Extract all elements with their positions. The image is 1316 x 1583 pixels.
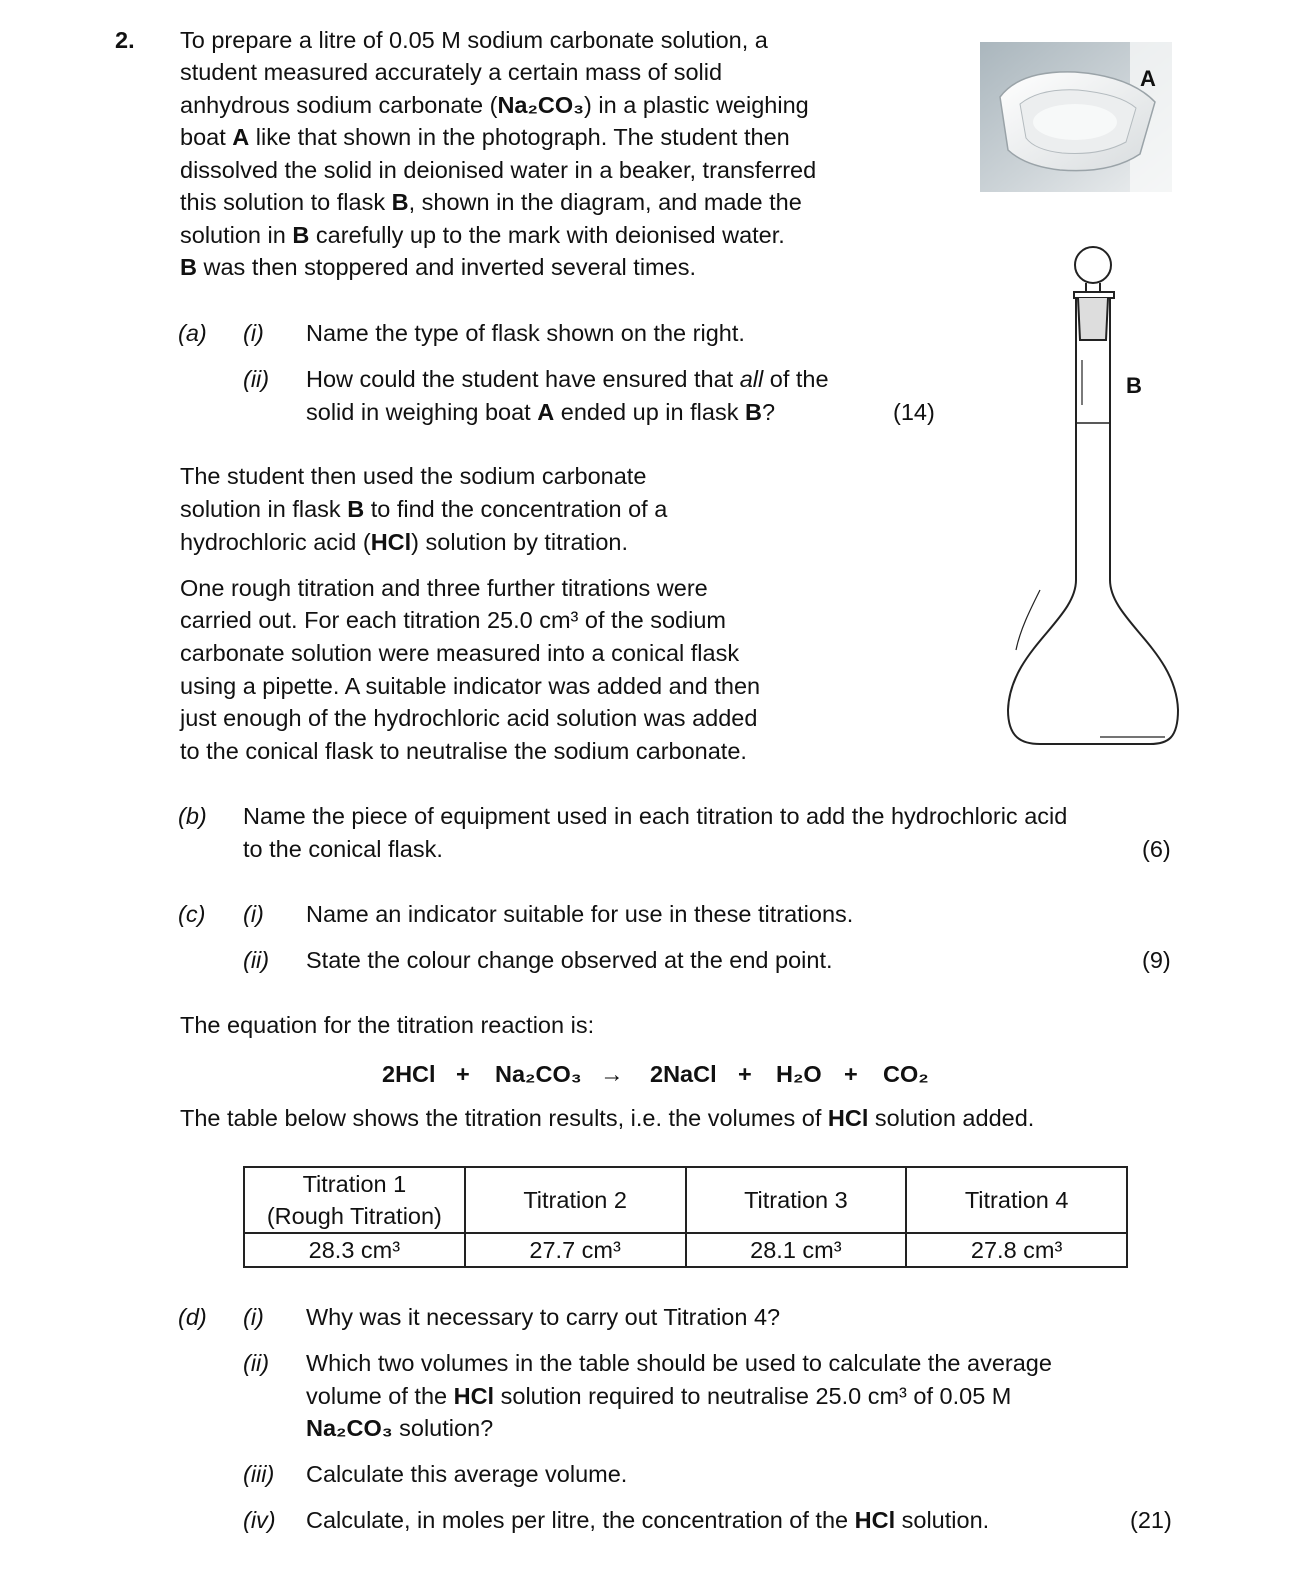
label-b: B	[1126, 373, 1142, 398]
part-d-ii-line: Which two volumes in the table should be used to calculate the average	[306, 1350, 1052, 1376]
table-cell: 28.3 cm³	[244, 1233, 465, 1267]
part-b-line: Name the piece of equipment used in each titration to add the hydrochloric acid	[243, 803, 1068, 829]
part-a-ii-line: solid in weighing boat A ended up in flask B?	[306, 399, 776, 425]
part-d-iv-number: (iv)	[243, 1507, 276, 1533]
part-d-ii-line: Na₂CO₃ solution?	[306, 1415, 494, 1441]
table-cell: 27.7 cm³	[465, 1233, 686, 1267]
volumetric-flask-svg	[1000, 240, 1190, 750]
part-c-ii-number: (ii)	[243, 947, 270, 973]
equation-term: 2NaCl	[650, 1061, 717, 1087]
titration-results-table	[243, 1166, 1128, 1268]
para3-line: just enough of the hydrochloric acid solution was added	[180, 705, 758, 731]
part-a-i-number: (i)	[243, 320, 264, 346]
part-b-line: to the conical flask.	[243, 836, 443, 862]
table-intro: The table below shows the titration results, i.e. the volumes of HCl solution added.	[180, 1105, 1035, 1131]
part-c-letter: (c)	[178, 901, 206, 927]
part-c-i-text: Name an indicator suitable for use in these titrations.	[306, 901, 854, 927]
part-c-ii-text: State the colour change observed at the end point.	[306, 947, 833, 973]
part-d-ii-line: volume of the HCl solution required to neutralise 25.0 cm³ of 0.05 M	[306, 1383, 1012, 1409]
table-cell: 27.8 cm³	[906, 1233, 1127, 1267]
table-header-cell: Titration 1 (Rough Titration)	[244, 1167, 465, 1233]
intro-line: B was then stoppered and inverted several times.	[180, 254, 696, 280]
equation-arrow: →	[600, 1061, 624, 1087]
equation-term: Na₂CO₃	[495, 1061, 582, 1087]
para3-line: carbonate solution were measured into a conical flask	[180, 640, 740, 666]
table-header-row	[244, 1167, 1127, 1233]
table-row	[244, 1233, 1127, 1267]
part-c-i-number: (i)	[243, 901, 264, 927]
para2-line: solution in flask B to find the concentration of a	[180, 496, 668, 522]
part-a-i-text: Name the type of flask shown on the right.	[306, 320, 745, 346]
part-d-iii-text: Calculate this average volume.	[306, 1461, 628, 1487]
stopper-knob	[1075, 247, 1111, 283]
part-d-iii-number: (iii)	[243, 1461, 275, 1487]
table-header-cell: Titration 4	[906, 1167, 1127, 1233]
label-a: A	[1140, 66, 1156, 91]
part-d-i-text: Why was it necessary to carry out Titration 4?	[306, 1304, 781, 1330]
part-d-letter: (d)	[178, 1304, 207, 1330]
equation-term: CO₂	[883, 1061, 929, 1087]
table-header-cell: Titration 3	[686, 1167, 907, 1233]
part-d-ii-number: (ii)	[243, 1350, 270, 1376]
para3-line: carried out. For each titration 25.0 cm³ of the sodium	[180, 607, 726, 633]
intro-line: student measured accurately a certain mass of solid	[180, 59, 723, 85]
part-d-iv-text: Calculate, in moles per litre, the concentration of the HCl solution.	[306, 1507, 990, 1533]
equation-term: +	[844, 1061, 858, 1087]
part-a-ii-number: (ii)	[243, 366, 270, 392]
part-a-letter: (a)	[178, 320, 207, 346]
table-header-cell: Titration 2	[465, 1167, 686, 1233]
part-a-ii-line: How could the student have ensured that all of the	[306, 366, 829, 392]
para2-line: hydrochloric acid (HCl) solution by titration.	[180, 529, 628, 555]
intro-line: solution in B carefully up to the mark with deionised water.	[180, 222, 785, 248]
equation-term: +	[738, 1061, 752, 1087]
para3-line: to the conical flask to neutralise the sodium carbonate.	[180, 738, 747, 764]
part-b-marks: (6)	[1142, 836, 1171, 862]
equation-term: +	[456, 1061, 470, 1087]
weighing-boat-image	[980, 42, 1172, 192]
intro-line: To prepare a litre of 0.05 M sodium carbonate solution, a	[180, 27, 768, 53]
table-cell: 28.1 cm³	[686, 1233, 907, 1267]
equation-term: H₂O	[776, 1061, 822, 1087]
weighing-boat-photo	[980, 42, 1172, 192]
para3-line: using a pipette. A suitable indicator was added and then	[180, 673, 761, 699]
part-d-i-number: (i)	[243, 1304, 264, 1330]
intro-line: boat A like that shown in the photograph. The student then	[180, 124, 790, 150]
volumetric-flask-diagram	[1000, 240, 1190, 750]
part-d-marks: (21)	[1130, 1507, 1172, 1533]
part-b-letter: (b)	[178, 803, 207, 829]
part-a-marks: (14)	[893, 399, 935, 425]
intro-line: anhydrous sodium carbonate (Na₂CO₃) in a plastic weighing	[180, 92, 809, 118]
question-number: 2.	[115, 27, 135, 53]
para3-line: One rough titration and three further titrations were	[180, 575, 708, 601]
equation-intro: The equation for the titration reaction is:	[180, 1012, 595, 1038]
para2-line: The student then used the sodium carbonate	[180, 463, 647, 489]
intro-line: dissolved the solid in deionised water in a beaker, transferred	[180, 157, 817, 183]
equation-term: 2HCl	[382, 1061, 436, 1087]
part-c-marks: (9)	[1142, 947, 1171, 973]
intro-line: this solution to flask B, shown in the diagram, and made the	[180, 189, 802, 215]
